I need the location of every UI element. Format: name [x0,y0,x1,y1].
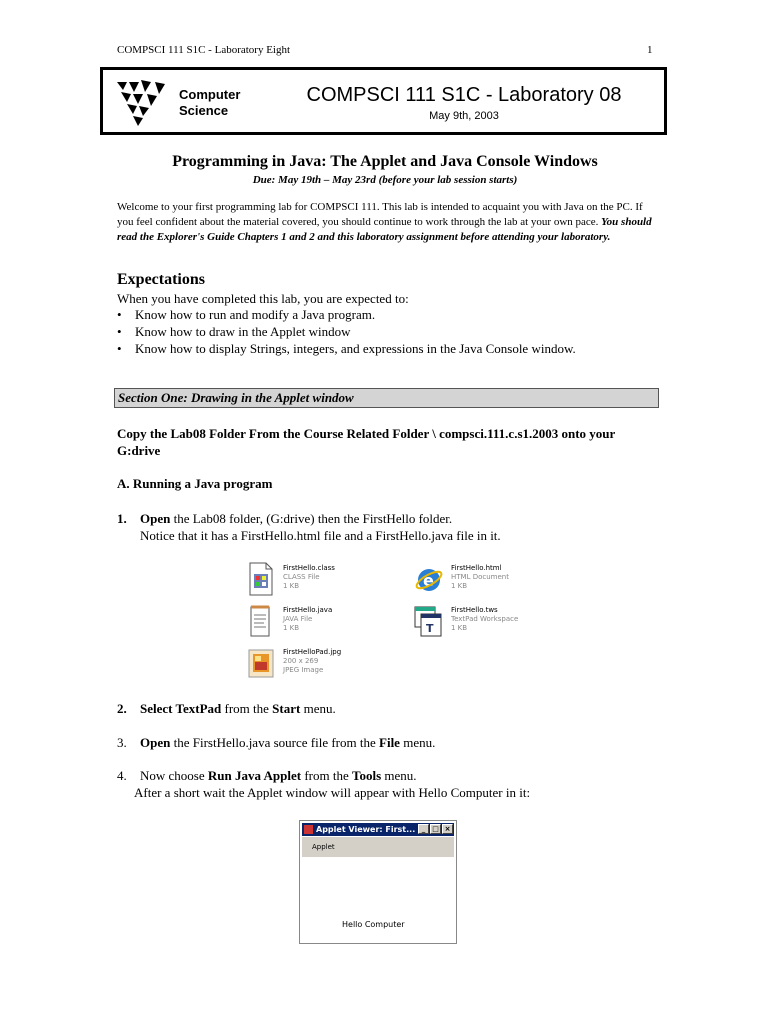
department-name: Computer Science [179,87,241,118]
hello-computer-text: Hello Computer [342,920,405,929]
bullet-icon: • [117,324,122,339]
applet-viewer-window [299,820,457,944]
minimize-button[interactable]: _ [418,824,429,834]
running-header: COMPSCI 111 S1C - Laboratory Eight [117,44,291,56]
step-2: 2. Select TextPad from the Start menu. [117,701,336,716]
step-4: 4. Now choose Run Java Applet from the Tools menu. After a short wait the Applet window will appear with Hello Computer in it: [117,768,531,800]
file-item-java[interactable]: FirstHello.java JAVA File 1 KB [246,604,396,640]
banner-title: COMPSCI 111 S1C - Laboratory 08 [306,84,622,106]
document-title: Programming in Java: The Applet and Java Console Windows [172,153,598,170]
file-item-tws[interactable]: T FirstHello.tws TextPad Workspace 1 KB [414,604,564,640]
step-1: 1. Open the Lab08 folder, (G:drive) then the FirstHello folder. Notice that it has a FirstHello.html file and a FirstHello.java file in it. [117,511,501,543]
svg-text:T: T [426,622,434,635]
list-item: • Know how to run and modify a Java program. [117,307,376,322]
textpad-workspace-icon [414,604,444,638]
file-item-html[interactable]: e FirstHello.html HTML Document 1 KB [414,562,564,598]
copy-instruction: Copy the Lab08 Folder From the Course Related Folder \ compsci.111.c.s1.2003 onto your G:drive [117,426,616,458]
page-number: 1 [647,44,653,56]
applet-canvas [302,858,454,943]
java-coffee-icon [304,825,313,834]
file-listing [246,562,536,682]
internet-explorer-icon [414,562,444,596]
java-file-icon [246,604,276,638]
subsection-a-heading: A. Running a Java program [117,476,273,491]
file-item-jpg[interactable]: FirstHelloPad.jpg 200 x 269 JPEG Image [246,646,396,682]
computer-science-logo [117,80,169,126]
class-file-icon [246,562,276,596]
applet-title-bar[interactable]: Applet Viewer: First... _ □ × [302,823,454,836]
due-date: Due: May 19th – May 23rd (before your lab session starts) [252,174,518,186]
expectations-intro: When you have completed this lab, you are expected to: [117,291,409,306]
jpeg-image-icon [246,646,276,680]
maximize-button[interactable]: □ [430,824,441,834]
title-banner [100,67,667,135]
svg-text:e: e [423,571,434,590]
close-button[interactable]: × [442,824,453,834]
banner-date: May 9th, 2003 [429,110,499,122]
list-item: • Know how to draw in the Applet window [117,324,351,339]
section-one-heading: Section One: Drawing in the Applet window [114,388,659,408]
applet-menu[interactable]: Applet [302,837,454,857]
list-item: • Know how to display Strings, integers, and expressions in the Java Console window. [117,341,576,356]
bullet-icon: • [117,341,122,356]
bullet-icon: • [117,307,122,322]
expectations-list [117,306,637,357]
intro-paragraph: Welcome to your first programming lab for COMPSCI 111. This lab is intended to acquaint you with Java on the PC. If you feel confident about the material covered, you should continue to work through the lab at your own pace. You should read the Explorer's Guide Chapters 1 and 2 and this laboratory assignment before attending your laboratory. [117,201,652,243]
step-3: 3. Open the FirstHello.java source file from the File menu. [117,735,436,750]
expectations-heading: Expectations [117,271,205,288]
file-item-class[interactable]: FirstHello.class CLASS File 1 KB [246,562,396,598]
